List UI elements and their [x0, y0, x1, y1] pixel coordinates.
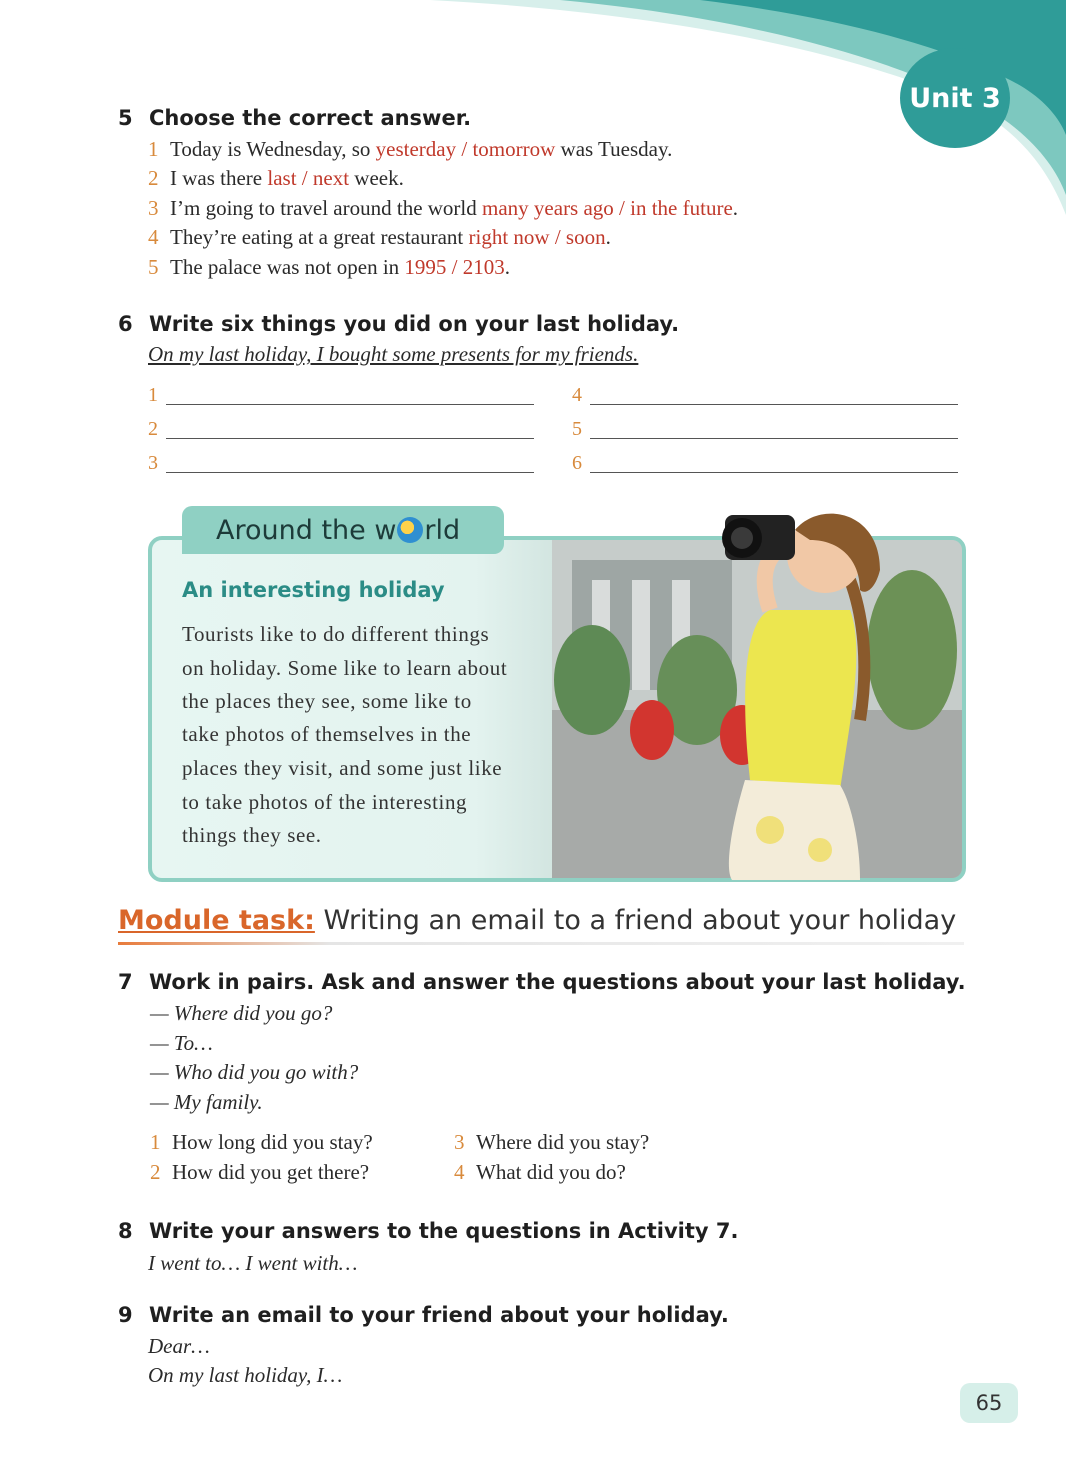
item-choice: many years ago / in the future — [482, 196, 733, 220]
item-text: The palace was not open in — [170, 255, 405, 279]
exercise-title: Write an email to your friend about your holiday. — [149, 1303, 729, 1327]
dialogue-line: — Who did you go with? — [150, 1060, 359, 1084]
question-text: How long did you stay? — [172, 1130, 373, 1154]
item-text: Today is Wednesday, so — [170, 137, 376, 161]
dialogue-line: — To… — [150, 1031, 213, 1055]
answer-blank[interactable] — [148, 418, 158, 441]
item-text: week. — [349, 166, 404, 190]
tab-label: rld — [424, 514, 461, 546]
answer-blank[interactable] — [572, 452, 582, 475]
ex5-item — [148, 137, 672, 162]
module-divider — [118, 942, 964, 945]
item-number: 2 — [148, 166, 159, 190]
blank-number: 2 — [148, 418, 158, 440]
question-text: How did you get there? — [172, 1160, 370, 1184]
ex5-item — [148, 255, 510, 280]
girl-with-camera-photo — [520, 500, 920, 880]
question-item — [150, 1130, 373, 1155]
item-number: 3 — [148, 196, 159, 220]
question-text: Where did you stay? — [476, 1130, 650, 1154]
blank-number: 6 — [572, 452, 582, 474]
blank-number: 5 — [572, 418, 582, 440]
exercise-title: Write six things you did on your last holiday. — [149, 312, 680, 336]
answer-blank[interactable] — [572, 418, 582, 441]
exercise-number: 9 — [118, 1303, 133, 1327]
panel-text-line: the places they see, some like to — [182, 689, 472, 713]
exercise-6-heading — [118, 312, 679, 336]
answer-blank[interactable] — [572, 384, 582, 407]
item-number: 1 — [150, 1130, 161, 1154]
example-sentence: On my last holiday, I bought some presents for my friends. — [148, 342, 639, 366]
item-choice: last / next — [267, 166, 350, 190]
item-number: 2 — [150, 1160, 161, 1184]
item-text: . — [504, 255, 511, 279]
item-number: 4 — [454, 1160, 465, 1184]
blank-number: 3 — [148, 452, 158, 474]
globe-icon — [397, 517, 423, 543]
item-choice: yesterday / tomorrow — [375, 137, 556, 161]
exercise-number: 6 — [118, 312, 133, 336]
module-task-title — [118, 905, 956, 936]
exercise-number: 7 — [118, 970, 133, 994]
item-text: I was there — [170, 166, 268, 190]
exercise-7-heading — [118, 970, 966, 994]
exercise-9-heading — [118, 1303, 729, 1327]
item-text: . — [605, 225, 611, 249]
panel-text-line: Tourists like to do different things — [182, 622, 490, 646]
ex5-item — [148, 225, 611, 250]
item-text: I’m going to travel around the world — [170, 196, 483, 220]
page-number: 65 — [960, 1383, 1018, 1423]
blank-number: 1 — [148, 384, 158, 406]
item-number: 1 — [148, 137, 159, 161]
panel-text-line: take photos of themselves in the — [182, 722, 472, 746]
tab-label: Around the w — [216, 514, 397, 546]
exercise-5-heading — [118, 106, 471, 130]
dialogue-line: — Where did you go? — [150, 1001, 333, 1025]
around-the-world-tab — [182, 506, 504, 554]
dialogue-line: — My family. — [150, 1090, 263, 1114]
panel-text-line: things they see. — [182, 823, 322, 847]
answer-blank[interactable] — [148, 384, 158, 407]
exercise-title: Write your answers to the questions in Activity 7. — [149, 1219, 739, 1243]
exercise-title: Work in pairs. Ask and answer the questions about your last holiday. — [149, 970, 966, 994]
item-choice: right now / soon — [468, 225, 606, 249]
panel-text-line: to take photos of the interesting — [182, 790, 468, 814]
exercise-8-heading — [118, 1219, 739, 1243]
example-sentence: I went to… I went with… — [148, 1251, 358, 1275]
blank-number: 4 — [572, 384, 582, 406]
module-task-text: Writing an email to a friend about your holiday — [314, 905, 957, 936]
question-text: What did you do? — [476, 1160, 626, 1184]
unit-badge: Unit 3 — [900, 48, 1010, 148]
exercise-number: 5 — [118, 106, 133, 130]
question-item — [454, 1160, 626, 1185]
module-task-label: Module task: — [118, 905, 315, 936]
panel-subtitle: An interesting holiday — [182, 578, 445, 602]
item-choice: 1995 / 2103 — [404, 255, 505, 279]
ex5-item — [148, 166, 404, 191]
exercise-number: 8 — [118, 1219, 133, 1243]
panel-text-line: places they visit, and some just like — [182, 756, 503, 780]
item-number: 5 — [148, 255, 159, 279]
ex5-item — [148, 196, 738, 221]
item-text: was Tuesday. — [555, 137, 673, 161]
item-number: 3 — [454, 1130, 465, 1154]
question-item — [454, 1130, 649, 1155]
exercise-title: Choose the correct answer. — [149, 106, 472, 130]
question-item — [150, 1160, 369, 1185]
example-line: Dear… — [148, 1334, 210, 1358]
item-number: 4 — [148, 225, 159, 249]
answer-blank[interactable] — [148, 452, 158, 475]
example-line: On my last holiday, I… — [148, 1363, 343, 1387]
item-text: They’re eating at a great restaurant — [170, 225, 469, 249]
panel-text-line: on holiday. Some like to learn about — [182, 656, 508, 680]
item-text: . — [732, 196, 739, 220]
